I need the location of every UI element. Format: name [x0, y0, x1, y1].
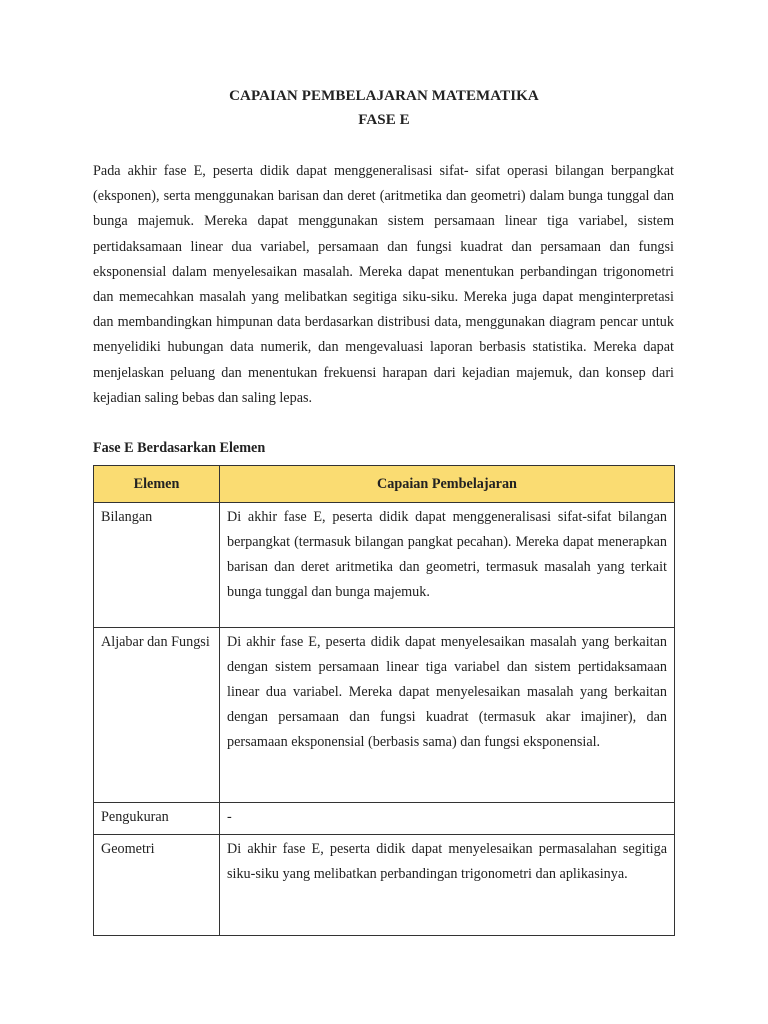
intro-paragraph: Pada akhir fase E, peserta didik dapat menggeneralisasi sifat- sifat operasi bilangan berpangkat (eksponen), serta menggunakan barisan dan deret (aritmetika dan geometri) dalam bunga tunggal dan bunga majemuk. Mereka dapat menggunakan sistem persamaan linear tiga variabel, sistem pertidaksamaan linear dua variabel, persamaan dan fungsi kuadrat dan persamaan dan fungsi eksponensial dalam menyelesaikan masalah. Mereka dapat menentukan perbandingan trigonometri dan memecahkan masalah yang melibatkan segitiga siku-siku. Mereka juga dapat menginterpretasi dan membandingkan himpunan data berdasarkan distribusi data, menggunakan diagram pencar untuk menyelidiki hubungan data numerik, dan mengevaluasi laporan berbasis statistika. Mereka dapat menjelaskan peluang dan menentukan frekuensi harapan dari kejadian majemuk, dan konsep dari kejadian saling bebas dan saling lepas. — [93, 163, 674, 406]
elemen-cell: Aljabar dan Fungsi — [94, 628, 220, 803]
document-title: CAPAIAN PEMBELAJARAN MATEMATIKA — [229, 88, 539, 104]
header-elemen: Elemen — [94, 466, 220, 503]
capaian-cell: Di akhir fase E, peserta didik dapat menyelesaikan permasalahan segitiga siku-siku yang melibatkan perbandingan trigonometri dan aplikasinya. — [220, 835, 675, 936]
capaian-table — [93, 465, 675, 936]
capaian-cell: Di akhir fase E, peserta didik dapat menyelesaikan masalah yang berkaitan dengan sistem persamaan linear tiga variabel dan sistem pertidaksamaan linear dua variabel. Mereka dapat menyelesaikan masalah yang berkaitan dengan persamaan dan fungsi kuadrat (termasuk akar imajiner), dan persamaan eksponensial (berbasis sama) dan fungsi eksponensial. — [220, 628, 675, 803]
capaian-cell: - — [220, 803, 675, 835]
document-subtitle: FASE E — [358, 112, 410, 128]
table-row — [94, 628, 675, 803]
table-header-row — [94, 466, 675, 503]
table-row — [94, 803, 675, 835]
elemen-cell: Bilangan — [94, 503, 220, 628]
elemen-cell: Geometri — [94, 835, 220, 936]
table-row — [94, 835, 675, 936]
header-capaian: Capaian Pembelajaran — [220, 466, 675, 503]
elemen-cell: Pengukuran — [94, 803, 220, 835]
capaian-cell: Di akhir fase E, peserta didik dapat menggeneralisasi sifat-sifat bilangan berpangkat (termasuk bilangan pangkat pecahan). Mereka dapat menerapkan barisan dan deret aritmetika dan geometri, termasuk masalah yang terkait bunga tunggal dan bunga majemuk. — [220, 503, 675, 628]
section-heading: Fase E Berdasarkan Elemen — [93, 440, 266, 456]
table-row — [94, 503, 675, 628]
